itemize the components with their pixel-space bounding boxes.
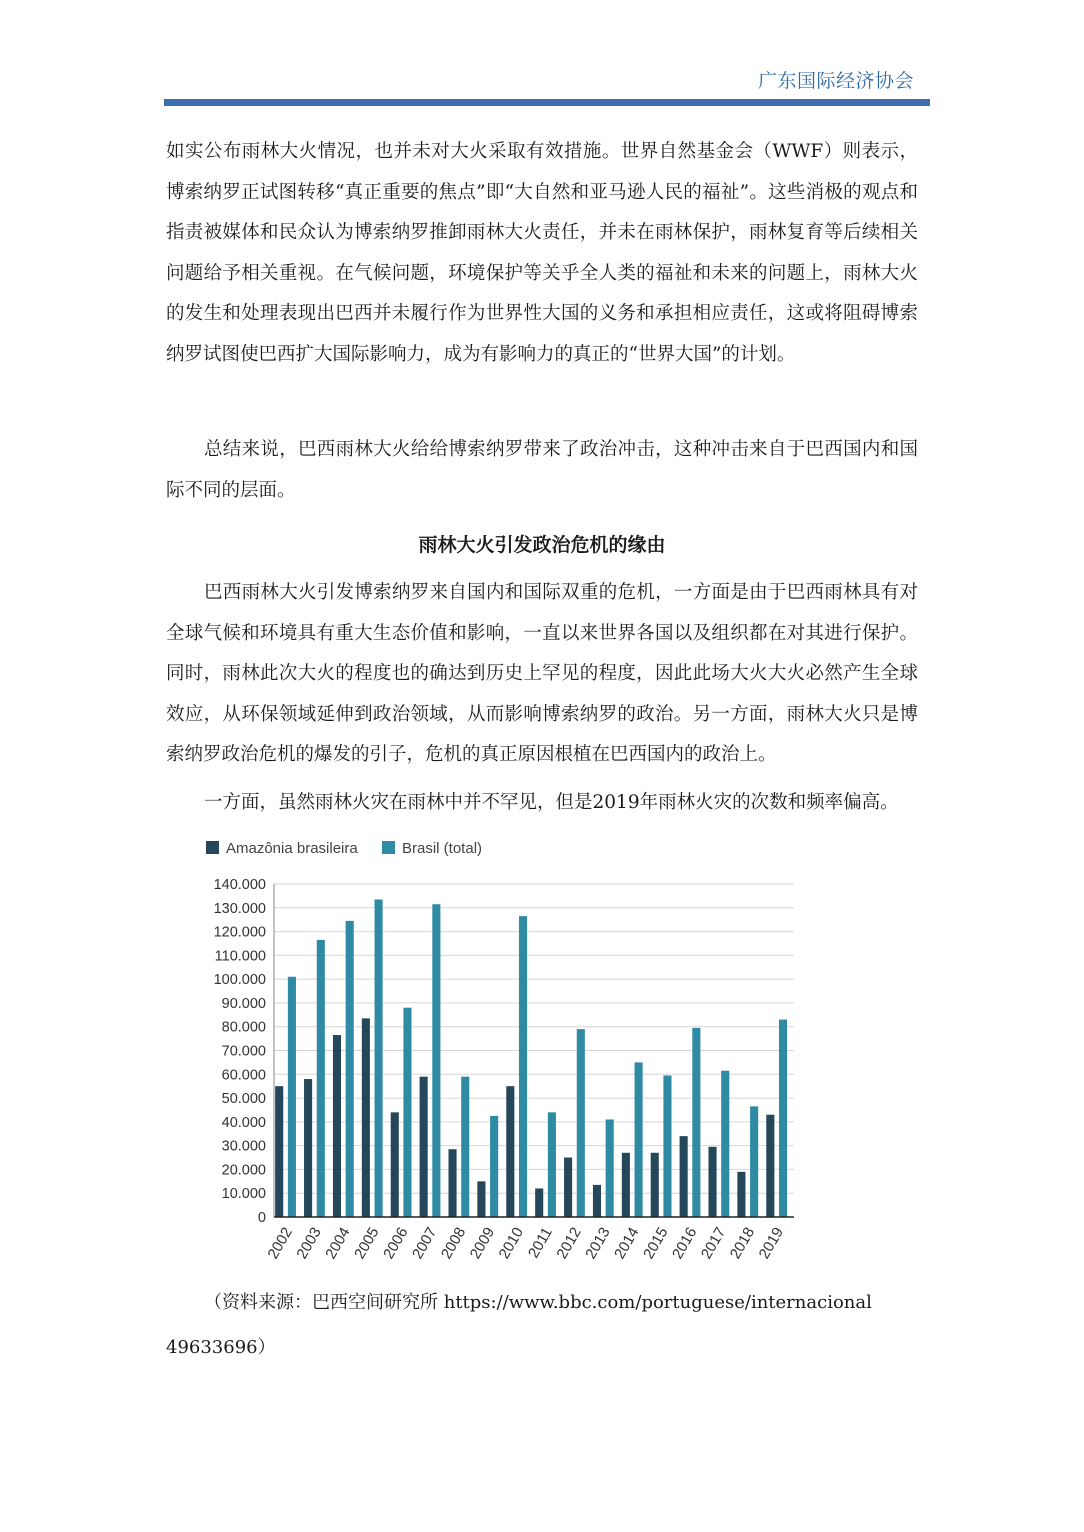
bar-brasil-2002	[288, 977, 296, 1217]
bar-brasil-2009	[490, 1116, 498, 1217]
x-tick-label: 2012	[553, 1224, 585, 1262]
bar-amazonia-2017	[708, 1147, 716, 1217]
legend-label-2: Brasil (total)	[402, 840, 483, 857]
header-title: 广东国际经济协会	[757, 70, 914, 92]
y-tick-label: 90.000	[221, 995, 266, 1012]
legend-swatch-1	[206, 841, 219, 854]
bar-brasil-2004	[346, 921, 354, 1217]
bar-amazonia-2018	[737, 1172, 745, 1217]
header-divider	[164, 99, 930, 106]
bar-brasil-2003	[317, 940, 325, 1217]
bar-amazonia-2019	[766, 1115, 774, 1217]
x-tick-label: 2019	[755, 1224, 788, 1262]
bar-amazonia-2015	[651, 1153, 659, 1217]
y-tick-label: 80.000	[221, 1019, 266, 1036]
bar-brasil-2011	[548, 1112, 556, 1217]
y-tick-label: 30.000	[221, 1138, 266, 1155]
y-tick-label: 120.000	[213, 924, 266, 941]
bar-brasil-2012	[577, 1029, 585, 1217]
y-tick-label: 60.000	[221, 1067, 266, 1084]
bar-brasil-2015	[663, 1075, 671, 1217]
legend-swatch-2	[382, 841, 395, 854]
bar-amazonia-2012	[564, 1158, 572, 1217]
bar-brasil-2014	[635, 1062, 643, 1217]
x-tick-label: 2016	[668, 1224, 701, 1262]
y-tick-label: 110.000	[214, 948, 266, 965]
bar-brasil-2008	[461, 1077, 469, 1217]
y-tick-label: 70.000	[221, 1043, 266, 1060]
x-tick-label: 2011	[525, 1224, 556, 1261]
x-tick-label: 2006	[380, 1224, 412, 1262]
y-tick-label: 40.000	[221, 1114, 266, 1131]
bar-amazonia-2007	[420, 1077, 428, 1217]
y-tick-label: 10.000	[221, 1186, 266, 1203]
y-tick-label: 50.000	[221, 1091, 266, 1108]
y-tick-label: 130.000	[213, 900, 266, 917]
bar-brasil-2016	[692, 1028, 700, 1217]
y-tick-label: 20.000	[221, 1162, 266, 1179]
y-tick-label: 100.000	[213, 972, 266, 989]
bar-amazonia-2011	[535, 1188, 543, 1217]
legend-label-1: Amazônia brasileira	[226, 840, 358, 857]
bar-brasil-2007	[432, 904, 440, 1217]
x-tick-label: 2008	[437, 1224, 470, 1262]
bar-brasil-2013	[606, 1119, 614, 1217]
paragraph-2: 总结来说，巴西雨林大火给给博索纳罗带来了政治冲击，这种冲击来自于巴西国内和国际不同的层面。	[166, 439, 918, 501]
y-tick-label: 140.000	[213, 877, 266, 893]
bar-brasil-2010	[519, 916, 527, 1217]
paragraph-4: 一方面，虽然雨林火灾在雨林中并不罕见，但是2019年雨林火灾的次数和频率偏高。	[204, 792, 899, 813]
section-heading: 雨林大火引发政治危机的缘由	[418, 534, 666, 556]
paragraph-1: 如实公布雨林大火情况，也并未对大火采取有效措施。世界自然基金会（WWF）则表示，博索纳罗正试图转移“真正重要的焦点”即“大自然和亚马逊人民的福祉”。这些消极的观点和指责被媒体和民众认为博索纳罗推卸雨林大火责任，并未在雨林保护，雨林复育等后续相关问题给予相关重视。在气候问题，环境保护等关乎全人类的福祉和未来的问题上，雨林大火的发生和处理表现出巴西并未履行作为世界性大国的义务和承担相应责任，这或将阻碍博索纳罗试图使巴西扩大国际影响力，成为有影响力的真正的“世界大国”的计划。	[166, 141, 918, 365]
bar-amazonia-2005	[362, 1018, 370, 1217]
chart-svg	[196, 832, 816, 1292]
x-tick-label: 2010	[495, 1224, 528, 1262]
x-tick-label: 2015	[640, 1224, 672, 1262]
bar-amazonia-2004	[333, 1035, 341, 1217]
bar-brasil-2005	[375, 899, 383, 1217]
x-tick-label: 2018	[726, 1224, 759, 1262]
bar-amazonia-2013	[593, 1185, 601, 1217]
source-citation-cont: 49633696）	[166, 1337, 276, 1358]
fire-bar-chart	[196, 832, 816, 1292]
bar-brasil-2006	[403, 1008, 411, 1217]
x-tick-label: 2003	[293, 1224, 325, 1262]
x-tick-label: 2005	[351, 1224, 383, 1262]
bar-amazonia-2002	[275, 1086, 283, 1217]
bar-brasil-2019	[779, 1020, 787, 1217]
source-citation: （资料来源：巴西空间研究所 https://www.bbc.com/portuguese/internacional	[204, 1292, 872, 1313]
x-tick-label: 2013	[582, 1224, 614, 1262]
bar-amazonia-2008	[448, 1149, 456, 1217]
paragraph-3: 巴西雨林大火引发博索纳罗来自国内和国际双重的危机，一方面是由于巴西雨林具有对全球气候和环境具有重大生态价值和影响，一直以来世界各国以及组织都在对其进行保护。同时，雨林此次大火的程度也的确达到历史上罕见的程度，因此此场大火大火必然产生全球效应，从环保领域延伸到政治领域，从而影响博索纳罗的政治。另一方面，雨林大火只是博索纳罗政治危机的爆发的引子，危机的真正原因根植在巴西国内的政治上。	[166, 582, 918, 765]
x-tick-label: 2009	[466, 1224, 499, 1262]
x-tick-label: 2007	[408, 1224, 441, 1262]
bar-brasil-2017	[721, 1071, 729, 1217]
bar-amazonia-2014	[622, 1153, 630, 1217]
bar-amazonia-2009	[477, 1181, 485, 1217]
x-tick-label: 2004	[322, 1224, 354, 1262]
bar-amazonia-2006	[391, 1112, 399, 1217]
bar-amazonia-2003	[304, 1079, 312, 1217]
bar-amazonia-2010	[506, 1086, 514, 1217]
x-tick-label: 2014	[611, 1224, 643, 1262]
x-tick-label: 2017	[697, 1224, 730, 1262]
x-tick-label: 2002	[264, 1224, 296, 1262]
bar-amazonia-2016	[680, 1136, 688, 1217]
y-tick-label: 0	[257, 1210, 266, 1226]
bar-brasil-2018	[750, 1106, 758, 1217]
